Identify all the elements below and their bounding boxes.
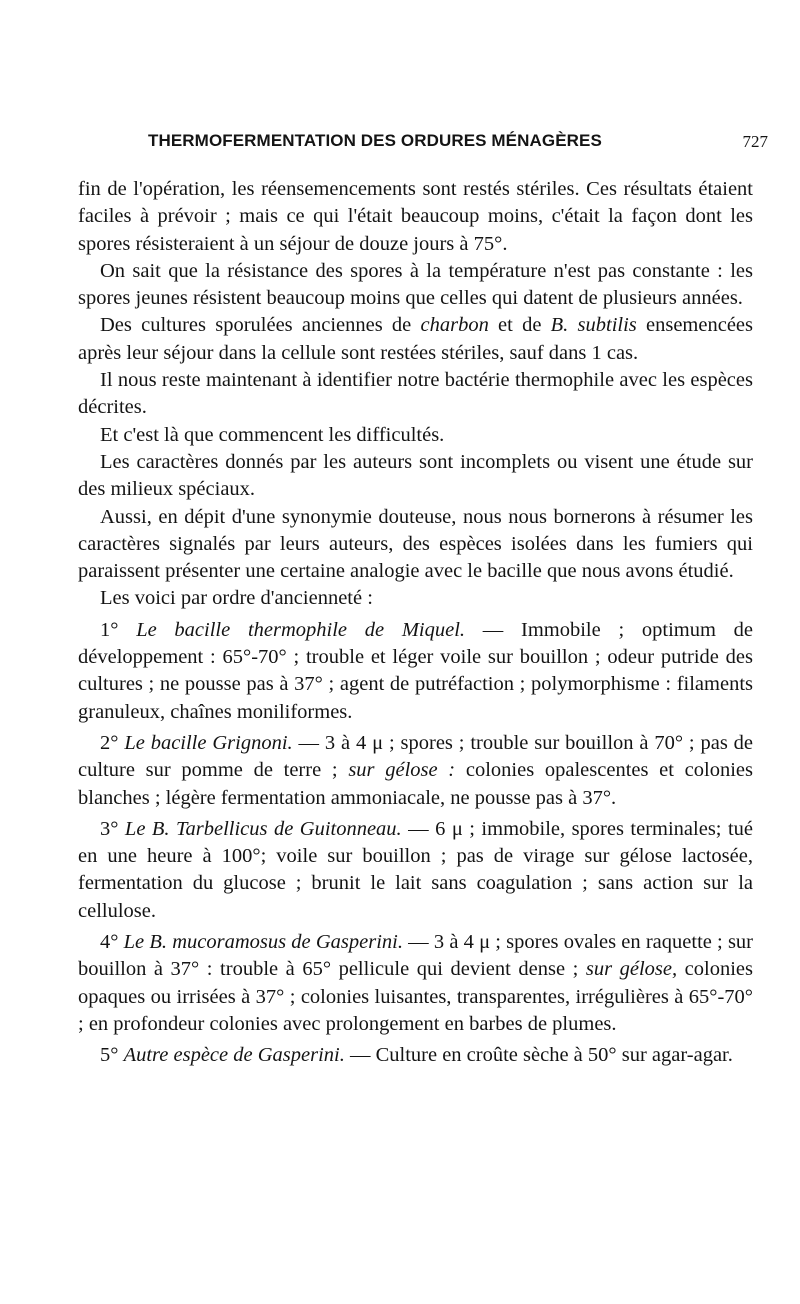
species-description: — 3 à 4 μ ; spores ovales en raquette ; sur bouillon à 37° : trouble à 65° pellicule qui devient dense ; bbox=[78, 931, 754, 981]
paragraph-identify: Il nous reste maintenant à identifier notre bactérie thermophile avec les espèces décrites. bbox=[78, 369, 753, 419]
paragraph-summary: Aussi, en dépit d'une synonymie douteuse, nous nous bornerons à résumer les caractères signalés par leurs auteurs, des espèces isolées dans les fumiers qui paraissent présenter une certaine analogie avec le bacille que nous avons étudié. bbox=[78, 505, 753, 583]
species-item-5 bbox=[78, 1042, 753, 1069]
italic-term: sur gélose, bbox=[585, 958, 678, 981]
paragraph-incomplete: Les caractères donnés par les auteurs sont incomplets ou visent une étude sur des milieux spéciaux. bbox=[78, 450, 753, 501]
text-segment: ensemencées après leur séjour dans la cellule sont restées stériles, sauf dans 1 cas. bbox=[78, 314, 754, 364]
running-title: THERMOFERMENTATION DES ORDURES MÉNAGÈRES bbox=[148, 131, 602, 150]
paragraph-continuation: fin de l'opération, les réensemencements sont restés stériles. Ces résultats étaient faciles à prévoir ; mais ce qui l'était beaucoup moins, c'était la façon dont les spores résisteraient à un séjour de douze jours à 75°. bbox=[78, 178, 753, 255]
species-description: — Immobile ; optimum de développement : 65°-70° ; trouble et léger voile sur bouillon ; odeur putride des cultures ; ne pousse pas à 37° ; agent de putréfaction ; polymorphisme : filaments granuleux, chaînes moniliformes. bbox=[78, 618, 753, 723]
species-item-3 bbox=[78, 816, 753, 925]
species-name: Le B. mucoramosus de Gasperini. bbox=[123, 931, 403, 954]
species-number: 3° bbox=[100, 817, 119, 840]
text-segment: Des cultures sporulées anciennes de bbox=[100, 314, 421, 337]
paragraph-spore-resistance: On sait que la résistance des spores à la température n'est pas constante : les spores jeunes résistent beaucoup moins que celles qui datent de plusieurs années. bbox=[78, 259, 753, 310]
species-number: 2° bbox=[100, 731, 119, 754]
species-item-4 bbox=[78, 929, 753, 1038]
species-name: Le bacille thermophile de Miquel. bbox=[136, 618, 466, 641]
species-description-cont: colonies opalescentes et colonies blanches ; légère fermentation ammoniacale, ne pousse pas à 37°. bbox=[78, 759, 753, 809]
italic-term-charbon: charbon bbox=[420, 314, 489, 337]
paragraph-difficulties: Et c'est là que commencent les difficultés. bbox=[100, 423, 445, 446]
species-item-1 bbox=[78, 617, 753, 726]
species-number: 4° bbox=[100, 931, 119, 954]
running-header bbox=[78, 131, 770, 157]
species-description: — 6 μ ; immobile, spores terminales; tué en une heure à 100°; voile sur bouillon ; pas de virage sur gélose lactosée, fermentation du glucose ; brunit le lait sans coagulation ; sans action sur la cellulose. bbox=[78, 817, 754, 922]
species-description-cont: colonies opaques ou irrisées à 37° ; colonies luisantes, transparentes, irrégulières à 65°-70° ; en profondeur colonies avec prolongement en barbes de plumes. bbox=[78, 958, 753, 1035]
paragraph-old-cultures bbox=[78, 312, 753, 367]
italic-term-subtilis: B. subtilis bbox=[550, 314, 637, 337]
species-name: Le bacille Grignoni. bbox=[124, 731, 293, 754]
page-number: 727 bbox=[742, 132, 768, 151]
species-name: Le B. Tarbellicus de Guitonneau. bbox=[124, 817, 402, 840]
species-item-2 bbox=[78, 730, 753, 812]
species-description: — Culture en croûte sèche à 50° sur agar-agar. bbox=[349, 1044, 733, 1067]
text-segment: et de bbox=[488, 314, 551, 337]
species-number: 5° bbox=[100, 1044, 119, 1067]
paragraph-order: Les voici par ordre d'ancienneté : bbox=[100, 587, 373, 610]
body-text bbox=[78, 176, 753, 1070]
species-name: Autre espèce de Gasperini. bbox=[123, 1044, 345, 1067]
species-number: 1° bbox=[100, 618, 119, 641]
italic-term: sur gélose : bbox=[348, 759, 456, 782]
species-description: — 3 à 4 μ ; spores ; trouble sur bouillon à 70° ; pas de culture sur pomme de terre ; bbox=[78, 731, 754, 782]
